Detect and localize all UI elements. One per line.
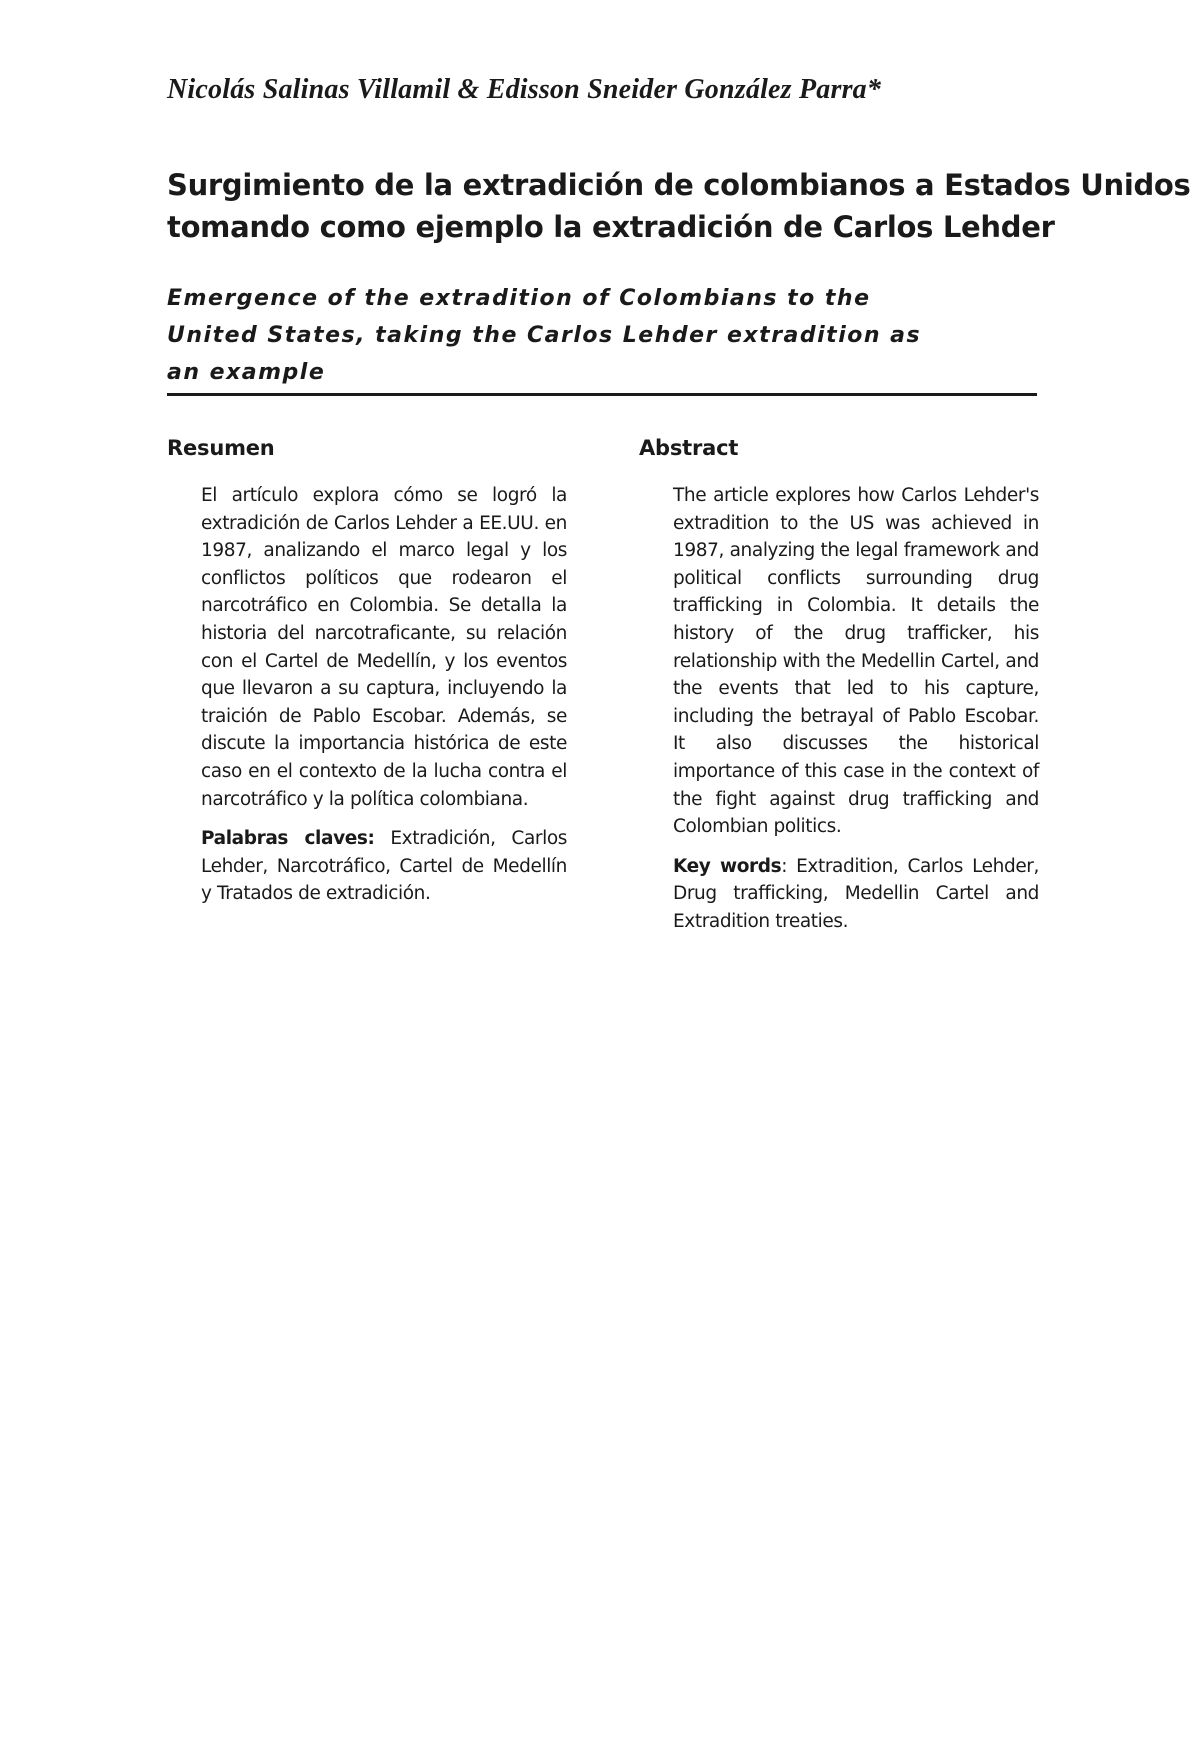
article-title: [167, 164, 1191, 248]
article-subtitle-line: United States, taking the Carlos Lehder extradition as: [167, 323, 922, 348]
resumen-section: [167, 436, 567, 908]
abstract-body: The article explores how Carlos Lehder's extradition to the US was achieved in 1987, analyzing the legal framework and political conflicts surrounding drug trafficking in Colombia. It details the history of the drug trafficker, his relationship with the Medellin Cartel, and the events that led to his capture, including the betrayal of Pablo Escobar. It also discusses the historical importance of this case in the context of the fight against drug trafficking and Colombian politics.: [673, 485, 1039, 838]
abstract-keywords-label: Key words: [673, 855, 782, 877]
article-subtitle: [167, 280, 927, 391]
resumen-keywords-label: Palabras claves:: [201, 828, 375, 850]
title-divider: [167, 393, 1037, 396]
abstract-section: [639, 436, 1039, 936]
abstract-keywords-text: : Extradition, Carlos Lehder, Drug trafficking, Medellin Cartel and Extradition treaties.: [673, 855, 1039, 932]
author-line: Nicolás Salinas Villamil & Edisson Sneider González Parra*: [167, 74, 882, 105]
article-subtitle-line: Emergence of the extradition of Colombians to the: [167, 286, 871, 311]
article-title-line: tomando como ejemplo la extradición de Carlos Lehder: [167, 210, 1055, 244]
article-subtitle-line: an example: [167, 360, 326, 385]
resumen-keywords-text: Extradición, Carlos Lehder, Narcotráfico, Cartel de Medellín y Tratados de extradición.: [201, 828, 567, 905]
abstract-heading: Abstract: [639, 436, 739, 460]
resumen-heading: Resumen: [167, 436, 275, 460]
abstract-keywords: [673, 853, 1039, 936]
resumen-keywords: [201, 825, 567, 908]
resumen-body: El artículo explora cómo se logró la extradición de Carlos Lehder a EE.UU. en 1987, analizando el marco legal y los conflictos políticos que rodearon el narcotráfico en Colombia. Se detalla la historia del narcotraficante, su relación con el Cartel de Medellín, y los eventos que llevaron a su captura, incluyendo la traición de Pablo Escobar. Además, se discute la importancia histórica de este caso en el contexto de la lucha contra el narcotráfico y la política colombiana.: [201, 485, 567, 810]
article-title-line: Surgimiento de la extradición de colombianos a Estados Unidos: [167, 168, 1191, 202]
